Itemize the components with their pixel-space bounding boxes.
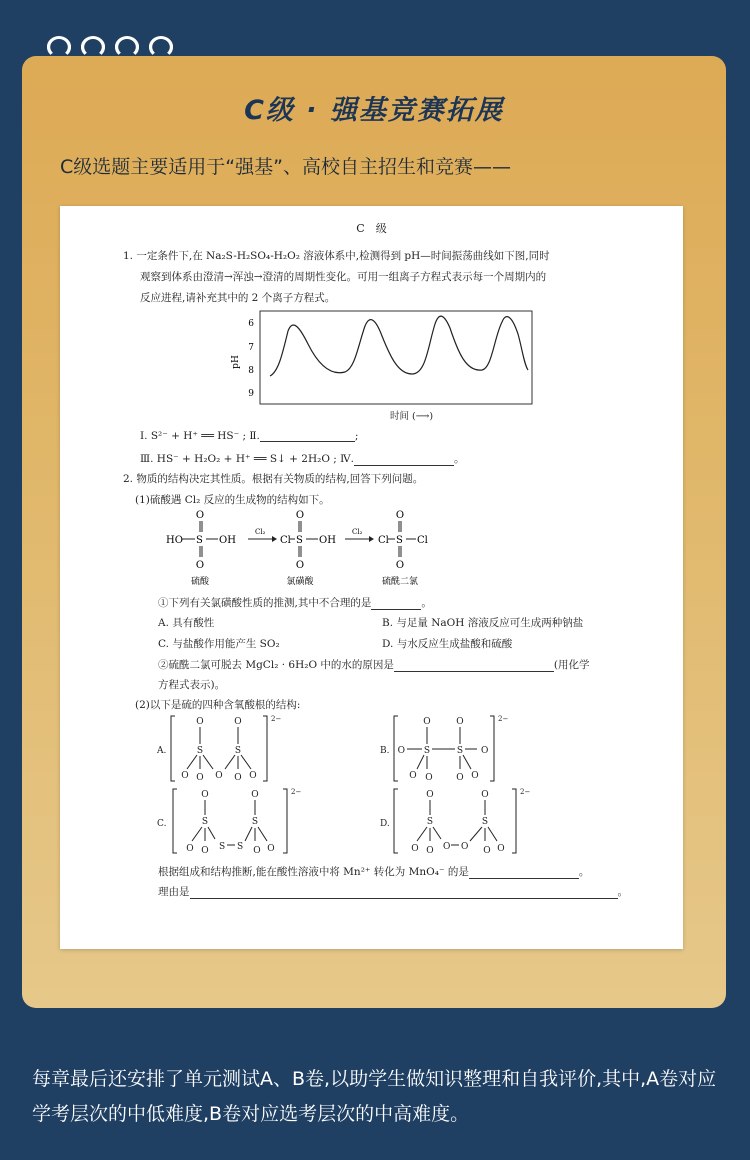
q1-line2: 观察到体系由澄清→浑浊→澄清的周期性变化。可用一组离子方程式表示每一个周期内的 [140,271,547,283]
content-card [22,56,726,1008]
svg-text:O: O [186,844,194,854]
svg-text:S: S [296,535,303,546]
q2-item2 [158,657,590,672]
svg-text:O: O [481,746,489,756]
exam-paper [60,206,683,949]
svg-text:O: O [181,771,189,781]
reaction-arrow-icon [369,536,374,542]
ion-b-label: B. [380,746,390,756]
ph-time-graph [230,306,540,426]
svg-text:O: O [215,771,223,781]
svg-text:O: O [461,842,469,852]
svg-text:O: O [395,510,405,521]
svg-text:O: O [253,846,261,856]
arrow-reagent-2: Cl₂ [352,528,363,536]
option-c: C. 与盐酸作用能产生 SO₂ [158,638,280,650]
svg-text:O: O [196,773,204,783]
answer-blank[interactable] [260,441,355,442]
card-intro: C级选题主要适用于“强基”、高校自主招生和竞赛—— [60,156,511,178]
svg-text:S: S [237,842,244,852]
svg-text:S: S [456,746,464,756]
svg-text:O: O [234,773,242,783]
svg-text:S: S [234,746,242,756]
svg-text:O: O [456,773,464,783]
answer-blank[interactable] [354,465,454,466]
equation-1-2 [140,430,358,442]
arrow-reagent-1: Cl₂ [255,528,266,536]
svg-text:O: O [201,846,209,856]
option-a: A. 具有酸性 [158,617,215,629]
q2-item1-text: ①下列有关氯磺酸性质的推测,其中不合理的是 [158,597,372,609]
q2-last1-text: 根据组成和结构推断,能在酸性溶液中将 Mn²⁺ 转化为 MnO₄⁻ 的是 [158,866,469,878]
q2-line1: 2. 物质的结构决定其性质。根据有关物质的结构,回答下列问题。 [123,473,424,485]
q2-sub2: (2)以下是硫的四种含氧酸根的结构: [135,699,301,711]
q2-item2-text: ②硫酰二氯可脱去 MgCl₂ · 6H₂O 中的水的原因是 [158,659,394,671]
svg-text:O: O [195,510,205,521]
q2-last1-end: 。 [578,866,590,878]
svg-text:O: O [409,771,417,781]
svg-text:S: S [423,746,431,756]
svg-text:O: O [267,844,275,854]
struct-label-2: 氯磺酸 [286,577,314,587]
svg-text:Cl: Cl [417,535,428,546]
svg-text:O: O [483,846,491,856]
footer-description: 每章最后还安排了单元测试A、B卷,以助学生做知识整理和自我评价,其中,A卷对应学考层次的中低难度,B卷对应选考层次的中高难度。 [32,1068,717,1125]
svg-text:O: O [397,746,405,756]
svg-text:S: S [196,535,203,546]
svg-text:O: O [425,773,433,783]
card-title: C级 · 强基竞赛拓展 [244,95,504,126]
charge: 2− [291,788,302,796]
svg-text:O: O [395,560,405,571]
q1-line1: 1. 一定条件下,在 Na₂S-H₂SO₄-H₂O₂ 溶液体系中,检测得到 pH—时间振荡曲线如下图,同时 [123,250,550,262]
q2-item1 [158,595,432,610]
answer-blank[interactable] [469,878,579,879]
svg-text:O: O [196,717,204,727]
charge: 2− [271,715,282,723]
q1-line3: 反应进程,请补充其中的 2 个离子方程式。 [140,292,336,304]
svg-text:O: O [456,717,464,727]
svg-text:S: S [196,746,204,756]
y-tick-8: 8 [248,366,254,376]
svg-text:HO: HO [166,535,183,546]
svg-text:S: S [201,817,209,827]
y-axis-label: pH [231,355,241,369]
svg-text:S: S [426,817,434,827]
svg-text:Cl: Cl [280,535,291,546]
answer-blank[interactable] [394,671,554,672]
option-d: D. 与水反应生成盐酸和硫酸 [382,638,513,650]
chlorination-structures [160,506,450,588]
option-b: B. 与足量 NaOH 溶液反应可生成两种钠盐 [382,617,584,629]
ph-curve [270,316,528,376]
reaction-arrow-icon [272,536,277,542]
x-axis-label: 时间 (⟶) [390,411,434,422]
svg-text:O: O [471,771,479,781]
q2-item2-end: (用化学 [553,659,590,671]
q2-last2 [158,884,628,899]
svg-text:O: O [423,717,431,727]
equation-1-end: ; [354,430,359,442]
svg-text:O: O [443,842,451,852]
svg-text:O: O [295,560,305,571]
svg-text:Cl: Cl [378,535,389,546]
svg-text:O: O [295,510,305,521]
svg-text:OH: OH [319,535,336,546]
svg-text:OH: OH [219,535,236,546]
ion-c-label: C. [157,819,167,829]
svg-text:S: S [481,817,489,827]
svg-text:S: S [219,842,226,852]
equation-3-end: 。 [454,453,465,465]
svg-text:S: S [396,535,403,546]
q2-item1-end: 。 [421,597,432,609]
answer-blank[interactable] [190,898,618,899]
q2-last2-text: 理由是 [158,886,190,898]
svg-text:O: O [201,790,209,800]
svg-text:O: O [411,844,419,854]
svg-text:O: O [497,844,505,854]
y-tick-9: 9 [248,389,254,399]
equation-3-4 [140,451,465,466]
q2-last1 [158,864,589,879]
svg-text:O: O [251,790,259,800]
answer-blank[interactable] [371,609,421,610]
svg-text:S: S [251,817,259,827]
ion-d-label: D. [380,819,390,829]
svg-text:O: O [195,560,205,571]
equation-3-text: Ⅲ. HS⁻ + H₂O₂ + H⁺ ══ S↓ + 2H₂O ; Ⅳ. [140,453,354,465]
q2-item2-line2: 方程式表示)。 [158,679,226,691]
charge: 2− [520,788,531,796]
oxyanion-structures [155,711,595,861]
svg-text:O: O [234,717,242,727]
y-tick-7: 7 [248,343,254,353]
svg-text:O: O [249,771,257,781]
y-tick-6: 6 [248,319,254,329]
q2-last2-end: 。 [617,886,628,898]
svg-text:O: O [426,790,434,800]
svg-text:O: O [481,790,489,800]
q2-sub1: (1)硫酸遇 Cl₂ 反应的生成物的结构如下。 [135,494,330,506]
paper-heading: C 级 [356,222,387,235]
equation-1-text: Ⅰ. S²⁻ + H⁺ ══ HS⁻ ; Ⅱ. [140,430,260,442]
svg-text:O: O [426,846,434,856]
charge: 2− [498,715,509,723]
ion-a-label: A. [157,746,167,756]
struct-label-1: 硫酸 [190,577,210,587]
struct-label-3: 硫酰二氯 [381,577,419,587]
